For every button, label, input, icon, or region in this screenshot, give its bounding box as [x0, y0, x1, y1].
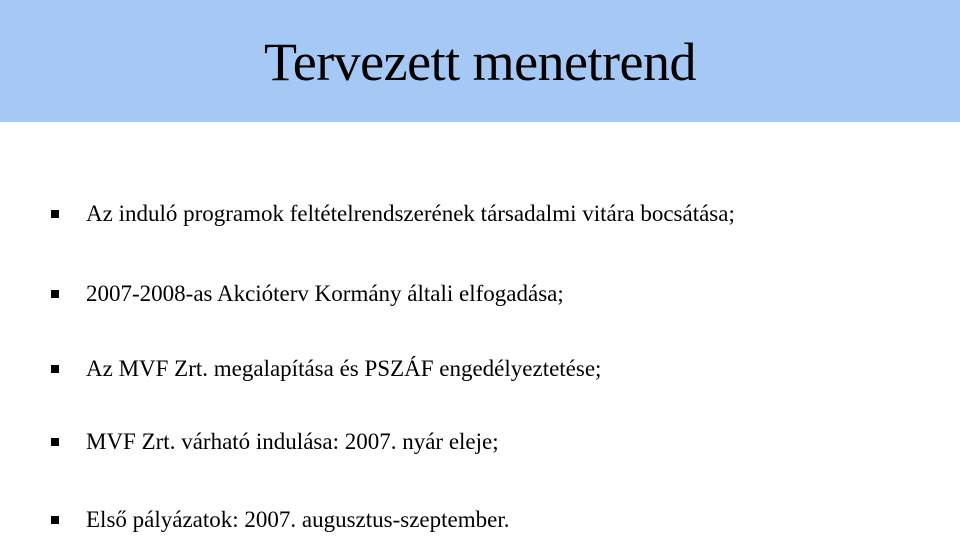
square-bullet-icon [51, 438, 59, 446]
bullet-item [0, 353, 960, 389]
bullet-item [0, 198, 960, 234]
bullet-text: MVF Zrt. várható indulása: 2007. nyár eleje; [86, 429, 499, 454]
slide-title: Tervezett menetrend [264, 32, 696, 92]
bullet-item [0, 504, 960, 536]
square-bullet-icon [51, 516, 59, 524]
square-bullet-icon [51, 290, 59, 298]
square-bullet-icon [51, 210, 59, 218]
bullet-text: Az induló programok feltételrendszerének társadalmi vitára bocsátása; [86, 201, 735, 226]
bullet-text: 2007-2008-as Akcióterv Kormány általi elfogadása; [86, 281, 564, 306]
bullet-text: Az MVF Zrt. megalapítása és PSZÁF engedélyeztetése; [86, 356, 602, 381]
bullet-text: Első pályázatok: 2007. augusztus-szeptember. [86, 507, 510, 532]
bullet-item [0, 278, 960, 314]
bullet-item [0, 426, 960, 462]
square-bullet-icon [51, 365, 59, 373]
